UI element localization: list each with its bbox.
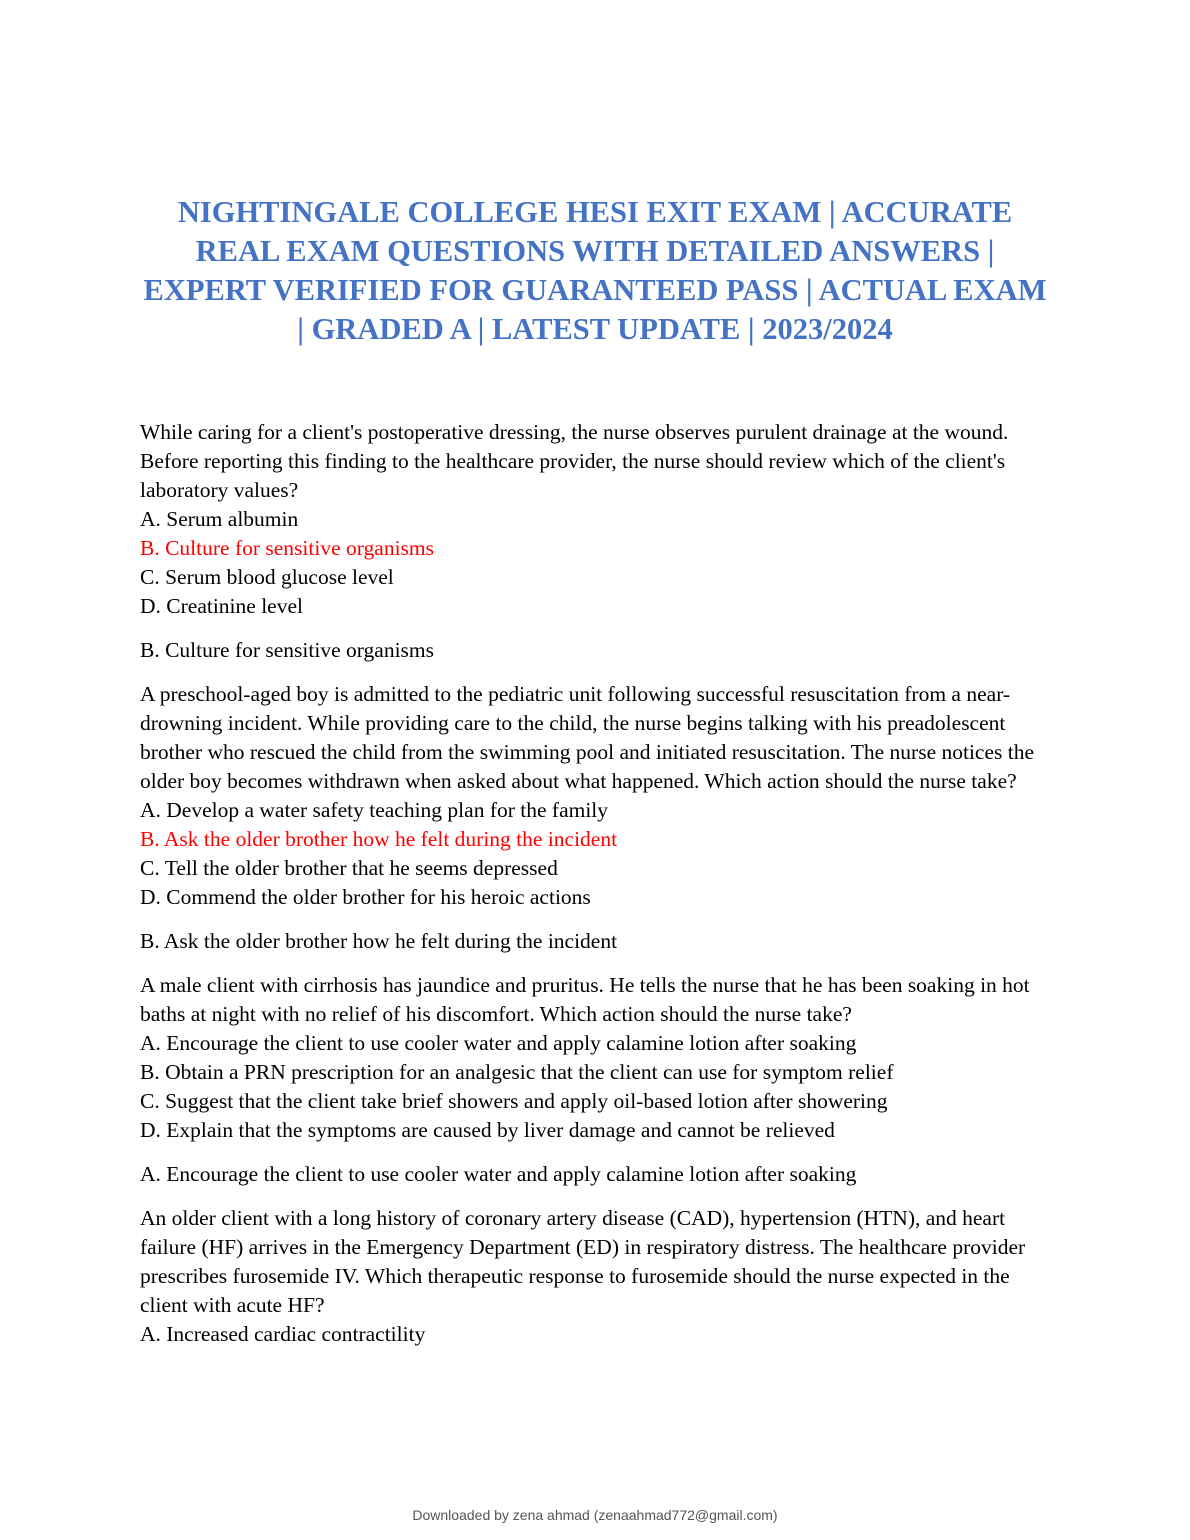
question-stem: While caring for a client's postoperative dressing, the nurse observes purulent drainage at the wound. Before reporting this finding to the healthcare provider, the nurse should review which of the client's laboratory values? (140, 420, 1009, 502)
answer-text: A. Encourage the client to use cooler water and apply calamine lotion after soaking (140, 1162, 857, 1186)
option-list (140, 1029, 1060, 1145)
option-d: D. Explain that the symptoms are caused by liver damage and cannot be relieved (140, 1118, 835, 1142)
option-a: A. Serum albumin (140, 507, 299, 531)
question-4 (140, 1204, 1060, 1349)
option-a: A. Increased cardiac contractility (140, 1322, 426, 1346)
answer-text: B. Ask the older brother how he felt during the incident (140, 929, 618, 953)
option-c: C. Serum blood glucose level (140, 565, 394, 589)
document-title: NIGHTINGALE COLLEGE HESI EXIT EXAM | ACCURATE REAL EXAM QUESTIONS WITH DETAILED ANSWERS | EXPERT VERIFIED FOR GUARANTEED PASS | ACTUAL EXAM | GRADED A | LATEST UPDATE | 2023/2024 (143, 195, 1047, 346)
question-2 (140, 680, 1060, 956)
option-d: D. Creatinine level (140, 594, 303, 618)
option-list (140, 1320, 1060, 1349)
option-list (140, 505, 1060, 621)
option-b-correct: B. Ask the older brother how he felt during the incident (140, 827, 618, 851)
question-stem: A male client with cirrhosis has jaundice and pruritus. He tells the nurse that he has been soaking in hot baths at night with no relief of his discomfort. Which action should the nurse take? (140, 973, 1030, 1026)
option-b: B. Obtain a PRN prescription for an analgesic that the client can use for symptom relief (140, 1060, 894, 1084)
option-b-correct: B. Culture for sensitive organisms (140, 536, 435, 560)
option-c: C. Tell the older brother that he seems depressed (140, 856, 558, 880)
question-3 (140, 971, 1060, 1189)
option-list (140, 796, 1060, 912)
option-d: D. Commend the older brother for his heroic actions (140, 885, 591, 909)
option-a: A. Encourage the client to use cooler water and apply calamine lotion after soaking (140, 1031, 857, 1055)
download-footer: Downloaded by zena ahmad (zenaahmad772@gmail.com) (412, 1507, 778, 1523)
question-list (140, 418, 1060, 1364)
option-a: A. Develop a water safety teaching plan for the family (140, 798, 609, 822)
question-1 (140, 418, 1060, 665)
question-stem: An older client with a long history of coronary artery disease (CAD), hypertension (HTN), and heart failure (HF) arrives in the Emergency Department (ED) in respiratory distress. The healthcare provider prescribes furosemide IV. Which therapeutic response to furosemide should the nurse expected in the client with acute HF? (140, 1206, 1026, 1317)
option-c: C. Suggest that the client take brief showers and apply oil-based lotion after showering (140, 1089, 888, 1113)
question-stem: A preschool-aged boy is admitted to the pediatric unit following successful resuscitation from a near-drowning incident. While providing care to the child, the nurse begins talking with his preadolescent brother who rescued the child from the swimming pool and initiated resuscitation. The nurse notices the older boy becomes withdrawn when asked about what happened. Which action should the nurse take? (140, 682, 1035, 793)
answer-text: B. Culture for sensitive organisms (140, 638, 435, 662)
